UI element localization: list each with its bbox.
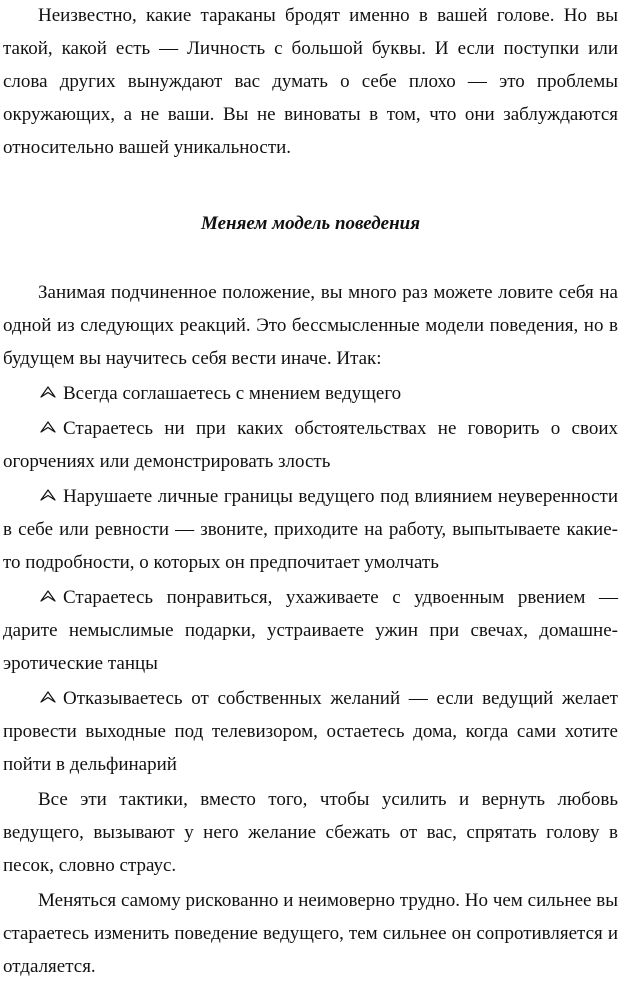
- list-item: [3, 377, 618, 410]
- intro-paragraph: Занимая подчиненное положение, вы много раз можете ловите себя на одной из следующих реакций. Это бессмысленные модели поведения, но в будущем вы научитесь себя вести иначе. Итак:: [3, 282, 618, 369]
- list-item-text: Стараетесь ни при каких обстоятельствах не говорить о своих огорчениях или демонстрировать злость: [3, 418, 618, 472]
- list-item-text: Всегда соглашаетесь с мнением ведущего: [63, 383, 402, 404]
- section-heading: Меняем модель поведения: [200, 213, 420, 234]
- list-item: [3, 682, 618, 781]
- list-item: [3, 412, 618, 478]
- triangle-arrow-icon: [40, 590, 56, 602]
- triangle-arrow-icon: [40, 489, 56, 501]
- paragraph: Неизвестно, какие тараканы бродят именно в вашей голове. Но вы такой, какой есть — Личность с большой буквы. И если поступки или слова других вынуждают вас думать о себе плохо — это проблемы окружающих, а не ваши. Вы не виноваты в том, что они заблуждаются относительно вашей уникальности.: [3, 5, 618, 158]
- triangle-arrow-icon: [40, 386, 56, 398]
- list-item: [3, 480, 618, 579]
- list-item-text: Отказываетесь от собственных желаний — если ведущий желает провести выходные под телевизором, остаетесь дома, когда сами хотите пойти в дельфинарий: [3, 688, 618, 775]
- list-item-text: Стараетесь понравиться, ухаживаете с удвоенным рвением — дарите немыслимые подарки, устраиваете ужин при свечах, домашне-эротические танцы: [3, 587, 618, 674]
- triangle-arrow-icon: [40, 691, 56, 703]
- list-item: [3, 581, 618, 680]
- list-item-text: Нарушаете личные границы ведущего под влиянием неуверенности в себе или ревности — звоните, приходите на работу, выпытываете какие-то подробности, о которых он предпочитает умолчать: [3, 486, 618, 573]
- paragraph: Все эти тактики, вместо того, чтобы усилить и вернуть любовь ведущего, вызывают у него желание сбежать от вас, спрятать голову в песок, словно страус.: [3, 789, 618, 876]
- triangle-arrow-icon: [40, 421, 56, 433]
- paragraph: Меняться самому рискованно и неимоверно трудно. Но чем сильнее вы стараетесь изменить поведение ведущего, тем сильнее он сопротивляется и отдаляется.: [3, 890, 618, 977]
